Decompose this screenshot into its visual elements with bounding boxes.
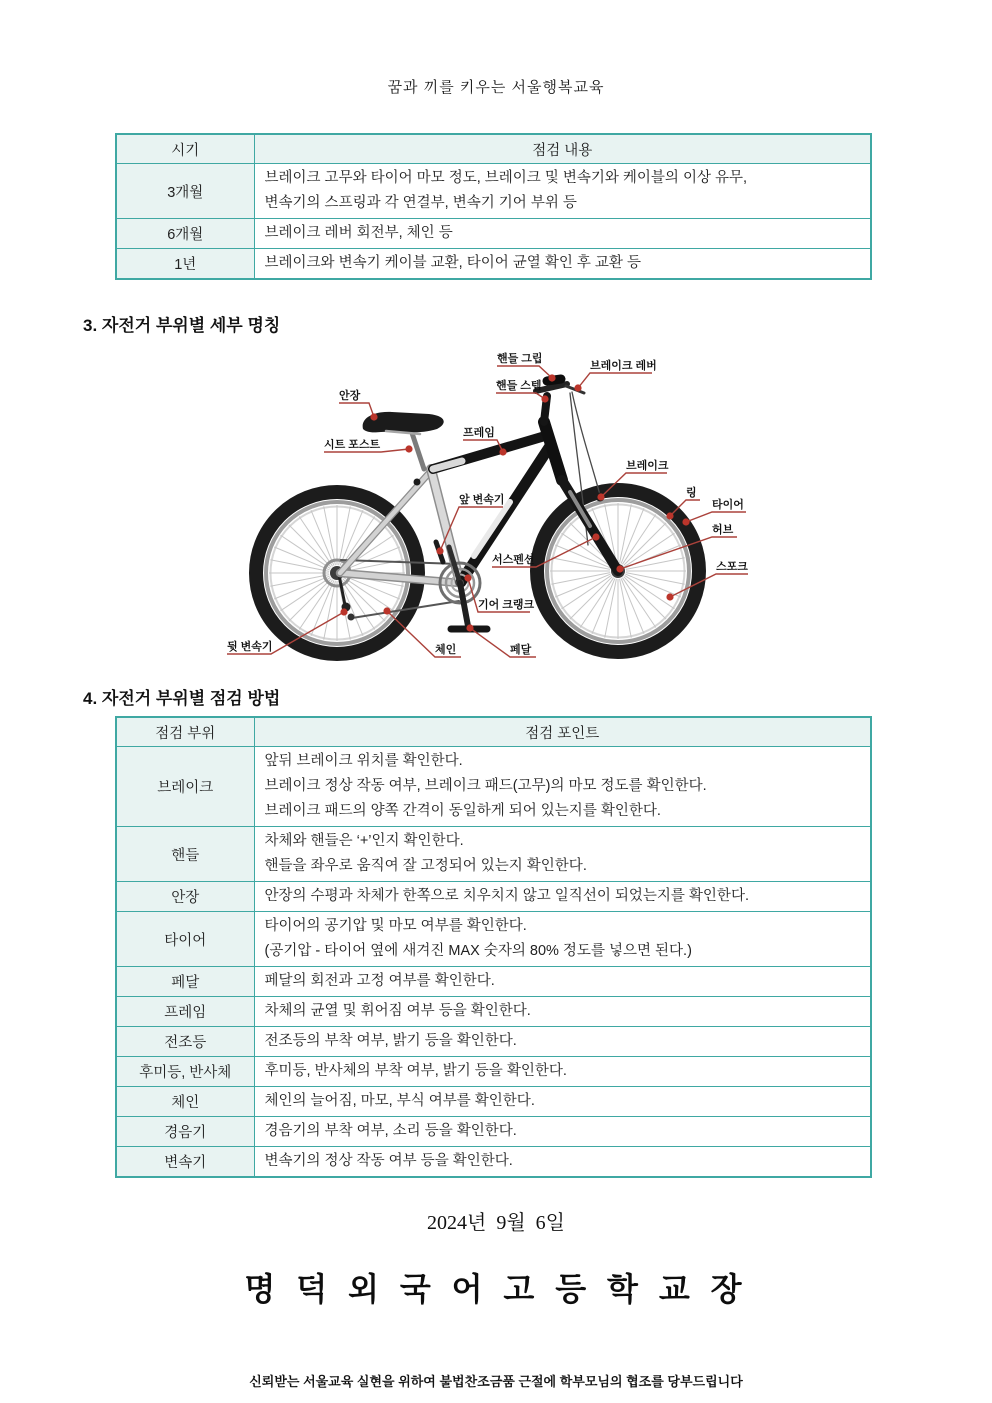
row-label-cell: 경음기 [116,1117,254,1147]
schedule-header-row [116,134,871,164]
spoke [624,577,666,619]
slogan-bottom: 신뢰받는 서울교육 실현을 위하여 불법찬조금품 근절에 학부모님의 협조를 당부드립니다 [249,1374,743,1389]
bike-part-label: 스포크 [716,561,748,573]
label-dot [666,512,673,519]
label-dot [340,608,347,615]
section3-title: 3. 자전거 부위별 세부 명칭 [83,316,281,335]
spoke [624,523,666,565]
label-dot [370,413,377,420]
table-row [116,219,871,249]
content-line: 브레이크와 변속기 케이블 교환, 타이어 균열 확인 후 교환 등 [264,255,641,271]
label-leader-line [686,512,746,522]
table-row [116,1057,871,1087]
bike-part-label: 브레이크 [626,460,669,472]
bike-part-label: 타이어 [712,499,744,511]
row-label-cell: 변속기 [116,1147,254,1178]
row-label-cell: 프레임 [116,997,254,1027]
table-row [116,967,871,997]
label-dot [592,533,599,540]
label-leader-line [578,373,652,388]
row-content-cell [254,912,871,967]
bike-part-label: 허브 [712,524,734,536]
bicycle-illustration [210,340,810,680]
label-dot [666,593,673,600]
row-content-cell [254,827,871,882]
label-dot [616,565,623,572]
row-content-cell [254,1027,871,1057]
crank-and-saddle [363,412,487,629]
table-row [116,997,871,1027]
spoke [289,525,331,567]
bike-part-label: 체인 [435,644,457,656]
bike-part-label: 뒷 변속기 [227,641,273,653]
bike-part-label: 시트 포스트 [324,439,381,451]
row-label-cell: 전조등 [116,1027,254,1057]
label-dot [436,547,443,554]
method-header-part: 점검 부위 [116,717,254,747]
issuer-title: 명 덕 외 국 어 고 등 학 교 장 [244,1271,748,1307]
table-row [116,1147,871,1178]
content-line: 후미등, 반사체의 부착 여부, 밝기 등을 확인한다. [264,1063,567,1079]
table-row [116,164,871,219]
method-header-point: 점검 포인트 [254,717,871,747]
slogan-top: 꿈과 끼를 키우는 서울행복교육 [387,79,605,96]
content-line: 전조등의 부착 여부, 밝기 등을 확인한다. [264,1033,517,1049]
content-line: 변속기의 스프링과 각 연결부, 변속기 기어 부위 등 [264,195,577,211]
content-line: 페달의 회전과 고정 여부를 확인한다. [264,973,495,989]
table-row [116,1117,871,1147]
row-content-cell [254,967,871,997]
label-dot [597,493,604,500]
row-content-cell [254,997,871,1027]
label-dot [383,607,390,614]
row-label-cell: 안장 [116,882,254,912]
row-label-cell: 핸들 [116,827,254,882]
row-label-cell: 1년 [116,249,254,280]
row-label-cell: 후미등, 반사체 [116,1057,254,1087]
content-line: 타이어의 공기압 및 마모 여부를 확인한다. [264,918,527,934]
row-content-cell [254,164,871,219]
row-content-cell [254,1087,871,1117]
bicycle-figure [210,340,810,680]
rear-brake [414,479,421,486]
row-content-cell [254,1147,871,1178]
bike-part-label: 핸들 그립 [497,353,543,365]
row-label-cell: 타이어 [116,912,254,967]
bike-part-label: 링 [686,487,697,499]
row-content-cell [254,219,871,249]
bike-part-label: 페달 [510,644,532,656]
bike-part-label: 안장 [339,390,361,402]
bike-part-label: 기어 크랭크 [478,599,535,611]
label-leader-line [497,366,552,378]
table-row [116,1027,871,1057]
table-row [116,249,871,280]
label-dot [541,395,548,402]
schedule-header-content: 점검 내용 [254,134,871,164]
label-leader-line [496,393,545,399]
section4-title: 4. 자전거 부위별 점검 방법 [83,689,281,708]
bike-part-label: 프레임 [463,427,495,439]
schedule-header-period: 시기 [116,134,254,164]
content-line: 브레이크 패드의 양쪽 간격이 동일하게 되어 있는지를 확인한다. [264,803,661,819]
issue-date: 2024년 9월 6일 [427,1212,565,1234]
table-row [116,912,871,967]
row-content-cell [254,1057,871,1087]
label-dot [499,448,506,455]
content-line: 앞뒤 브레이크 위치를 확인한다. [264,753,463,769]
table-row [116,882,871,912]
method-table [115,716,872,1178]
label-leader-line [339,403,374,417]
row-label-cell: 페달 [116,967,254,997]
content-line: 핸들을 좌우로 움직여 잘 고정되어 있는지 확인한다. [264,858,587,874]
content-line: 브레이크 정상 작동 여부, 브레이크 패드(고무)의 마모 정도를 확인한다. [264,778,707,794]
table-row [116,747,871,827]
table-row [116,1087,871,1117]
row-content-cell [254,882,871,912]
bike-part-label: 앞 변속기 [459,494,505,506]
bike-part-label: 브레이크 레버 [590,360,657,372]
row-content-cell [254,1117,871,1147]
row-label-cell: 6개월 [116,219,254,249]
label-dot [464,574,471,581]
label-leader-line [670,574,748,597]
row-label-cell: 브레이크 [116,747,254,827]
row-content-cell [254,747,871,827]
row-label-cell: 3개월 [116,164,254,219]
spoke [289,579,331,621]
bike-part-label: 서스펜션 [492,554,535,566]
label-dot [682,518,689,525]
content-line: 브레이크 레버 회전부, 체인 등 [264,225,453,241]
label-dot [574,384,581,391]
label-dot [466,624,473,631]
seat-post [412,433,424,469]
label-dot [405,445,412,452]
row-content-cell [254,249,871,280]
bike-part-label: 핸들 스템 [496,380,542,392]
content-line: (공기압 - 타이어 옆에 새겨진 MAX 숫자의 80% 정도를 넣으면 된다.) [264,943,692,959]
content-line: 경음기의 부착 여부, 소리 등을 확인한다. [264,1123,517,1139]
method-header-row [116,717,871,747]
content-line: 차체와 핸들은 ‘+’인지 확인한다. [264,833,464,849]
row-label-cell: 체인 [116,1087,254,1117]
label-dot [548,374,555,381]
content-line: 차체의 균열 및 휘어짐 여부 등을 확인한다. [264,1003,531,1019]
frame [340,379,618,583]
schedule-table [115,133,872,280]
spoke [570,577,612,619]
content-line: 체인의 늘어짐, 마모, 부식 여부를 확인한다. [264,1093,535,1109]
table-row [116,827,871,882]
content-line: 안장의 수평과 차체가 한쪽으로 치우치지 않고 일직선이 되었는지를 확인한다. [264,888,749,904]
content-line: 변속기의 정상 작동 여부 등을 확인한다. [264,1153,513,1169]
content-line: 브레이크 고무와 타이어 마모 정도, 브레이크 및 변속기와 케이블의 이상 유무, [264,170,748,186]
